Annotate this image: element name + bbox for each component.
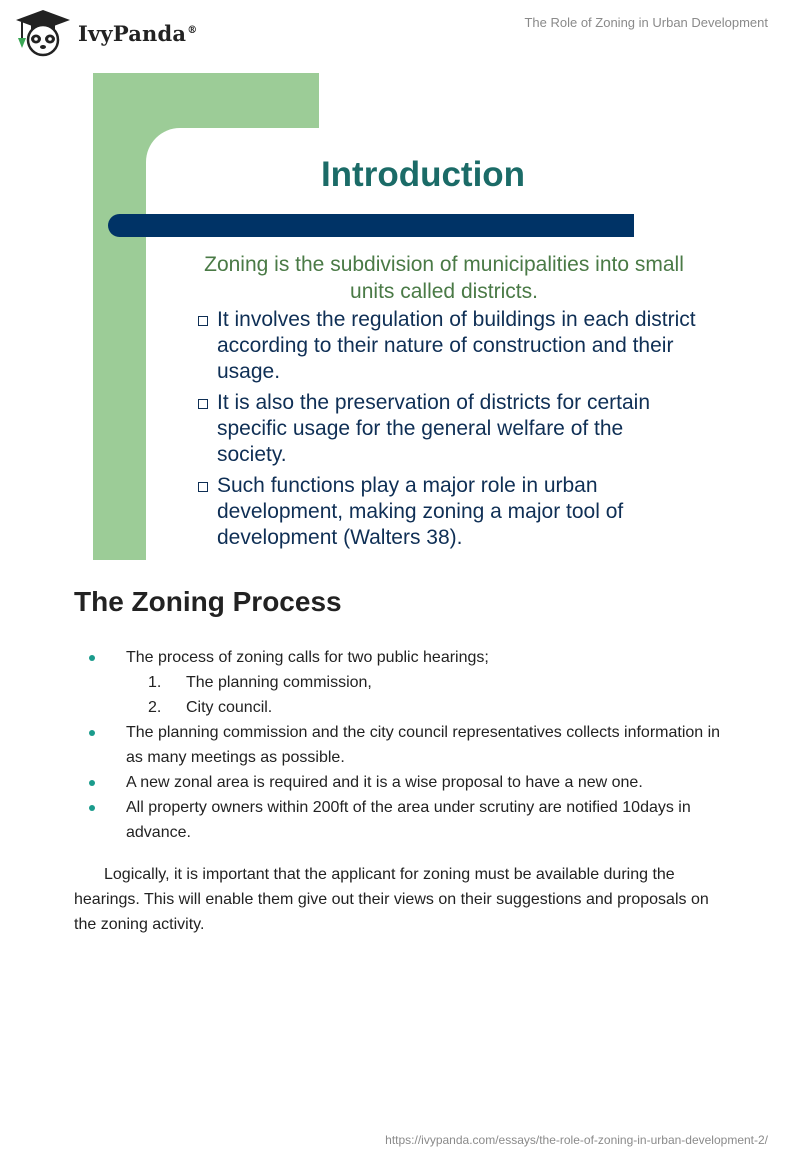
- slide-bullet: Such functions play a major role in urban development, making zoning a major tool of development (Walters 38).: [196, 473, 696, 551]
- registered-mark: ®: [187, 24, 198, 36]
- slide-bullet: It involves the regulation of buildings in each district according to their nature of construction and their usage.: [196, 307, 696, 385]
- list-item: A new zonal area is required and it is a wise proposal to have a new one.: [74, 770, 734, 795]
- bullet-dot-icon: [89, 805, 95, 811]
- slide-navy-bar: [108, 214, 634, 237]
- list-item: The process of zoning calls for two public hearings; 1. The planning commission, 2. City council.: [74, 645, 734, 720]
- hearings-sublist: [126, 670, 734, 720]
- body-paragraph: Logically, it is important that the applicant for zoning must be available during the hearings. This will enable them give out their views on their suggestions and proposals on the zoning activity.: [74, 866, 709, 933]
- checkbox-bullet-icon: [198, 399, 208, 409]
- list-item: The planning commission and the city council representatives collects information in as many meetings as possible.: [74, 720, 734, 770]
- sub-list-item: 2. City council.: [148, 699, 273, 716]
- list-item: All property owners within 200ft of the area under scrutiny are notified 10days in advance.: [74, 795, 734, 845]
- checkbox-bullet-icon: [198, 482, 208, 492]
- panda-graduate-icon: [14, 8, 72, 58]
- brand-name: IvyPanda®: [78, 20, 198, 46]
- process-list: [74, 645, 734, 845]
- slide-lead-text: Zoning is the subdivision of municipalities into small units called districts.: [204, 253, 684, 303]
- slide-title: Introduction: [320, 155, 526, 194]
- document-title: The Role of Zoning in Urban Development: [524, 15, 768, 30]
- slide-bullet: It is also the preservation of districts for certain specific usage for the general welfare of the society.: [196, 390, 696, 468]
- slide-bullet-list: [196, 307, 696, 556]
- section-heading: The Zoning Process: [74, 586, 342, 617]
- footer-url[interactable]: https://ivypanda.com/essays/the-role-of-zoning-in-urban-development-2/: [385, 1133, 768, 1147]
- checkbox-bullet-icon: [198, 316, 208, 326]
- bullet-dot-icon: [89, 655, 95, 661]
- brand-logo[interactable]: [14, 8, 197, 58]
- sub-list-item: 1. The planning commission,: [148, 674, 372, 691]
- bullet-dot-icon: [89, 780, 95, 786]
- bullet-dot-icon: [89, 730, 95, 736]
- slide-image: [93, 73, 713, 560]
